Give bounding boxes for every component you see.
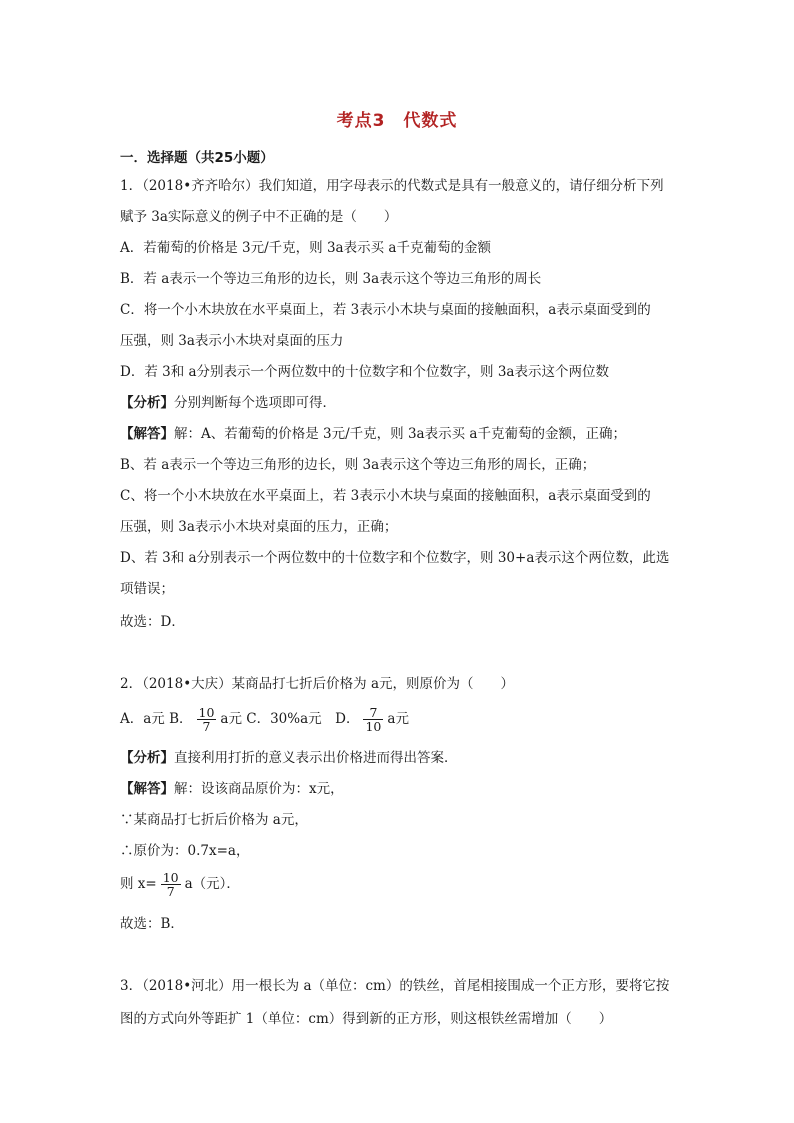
q1-answer-line6: 项错误； [120, 581, 174, 597]
q2-answer-line4 [120, 868, 240, 900]
q3-stem-line2: 图的方式向外等距扩 1（单位：cm）得到新的正方形，则这根铁丝需增加（ ） [120, 1011, 613, 1027]
fraction-denominator: 7 [166, 884, 175, 899]
q1-option-c-line2: 压强，则 3a表示小木块对桌面的压力 [120, 333, 344, 349]
q3-stem-line1: 3．（2018•河北）用一根长为 a（单位：cm）的铁丝，首尾相接围成一个正方形，要将它按 [120, 978, 670, 994]
q1-answer-line3: C、将一个小木块放在水平桌面上，若 3表示小木块与桌面的接触面积，a表示桌面受到的 [120, 488, 651, 504]
q1-stem-line2: 赋予 3a实际意义的例子中不正确的是（ ） [120, 209, 398, 225]
section-heading: 一．选择题（共25小题） [120, 150, 274, 166]
q1-answer-line5: D、若 3和 a分别表示一个两位数中的十位数字和个位数字，则 30+a表示这个两位数，此选 [120, 550, 670, 566]
analysis-tag: 【分析】 [120, 395, 174, 411]
q1-choice: 故选：D． [120, 614, 185, 630]
fraction-denominator: 7 [202, 719, 211, 734]
q2-option-d-fraction [363, 706, 383, 733]
answer-suffix: a（元）． [184, 876, 240, 892]
q2-choice: 故选：B． [120, 916, 184, 932]
answer-text: 解：设该商品原价为：x元， [174, 781, 344, 797]
fraction-numerator: 10 [162, 870, 179, 885]
q2-option-bc: a元 C．30%a元 D． [220, 711, 360, 727]
answer-fraction [161, 871, 181, 898]
answer-prefix: 则 x= [120, 876, 157, 892]
q2-option-d: a元 [387, 711, 409, 727]
q2-option-b-fraction [197, 706, 217, 733]
q1-analysis [120, 393, 336, 413]
q1-option-d: D．若 3和 a分别表示一个两位数中的十位数字和个位数字，则 3a表示这个两位数 [120, 364, 609, 380]
q2-answer-line2: ∵某商品打七折后价格为 a元， [120, 812, 308, 828]
answer-text: 解：A、若葡萄的价格是 3元/千克，则 3a表示买 a千克葡萄的金额，正确； [174, 426, 626, 442]
q1-option-b: B．若 a表示一个等边三角形的边长，则 3a表示这个等边三角形的周长 [120, 271, 542, 287]
q1-option-c-line1: C．将一个小木块放在水平桌面上，若 3表示小木块与桌面的接触面积，a表示桌面受到的 [120, 302, 651, 318]
q2-answer-line3: ∴原价为：0.7x=a， [120, 843, 250, 859]
q1-stem-line1: 1．（2018•齐齐哈尔）我们知道，用字母表示的代数式是具有一般意义的，请仔细分析下列 [120, 178, 664, 194]
q2-answer-line1 [120, 779, 344, 799]
q2-analysis [120, 748, 458, 768]
page-title: 考点3 代数式 [336, 111, 458, 131]
q1-answer-line1 [120, 424, 626, 444]
q1-answer-line4: 压强，则 3a表示小木块对桌面的压力，正确； [120, 519, 398, 535]
analysis-tag: 【分析】 [120, 750, 174, 766]
q2-option-a: A．a元 B． [120, 711, 193, 727]
analysis-text: 分别判断每个选项即可得． [174, 395, 336, 411]
q2-options [120, 703, 409, 735]
analysis-text: 直接利用打折的意义表示出价格进而得出答案． [174, 750, 458, 766]
fraction-numerator: 10 [198, 705, 215, 720]
fraction-numerator: 7 [363, 706, 383, 720]
fraction-denominator: 10 [365, 719, 382, 734]
answer-tag: 【解答】 [120, 426, 174, 442]
q2-stem: 2．（2018•大庆）某商品打七折后价格为 a元，则原价为（ ） [120, 676, 514, 692]
answer-tag: 【解答】 [120, 781, 174, 797]
q1-answer-line2: B、若 a表示一个等边三角形的边长，则 3a表示这个等边三角形的周长，正确； [120, 457, 596, 473]
q1-option-a: A．若葡萄的价格是 3元/千克，则 3a表示买 a千克葡萄的金额 [120, 240, 491, 256]
